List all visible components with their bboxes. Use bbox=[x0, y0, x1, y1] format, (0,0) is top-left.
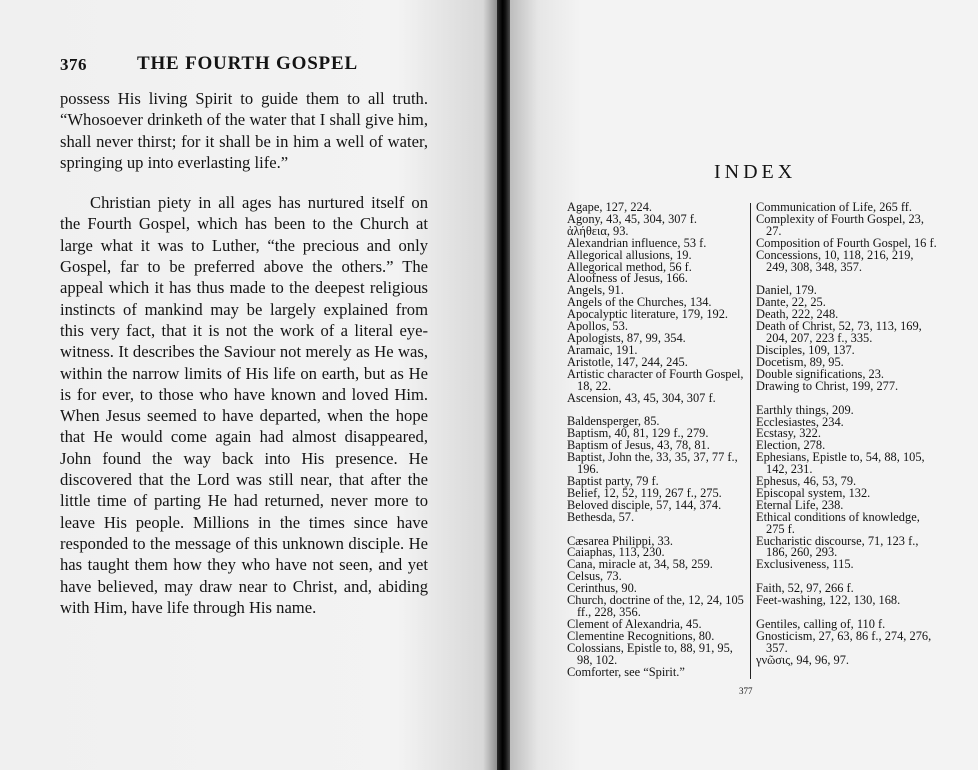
index-entry: Ascension, 43, 45, 304, 307 f. bbox=[567, 390, 716, 405]
body-text bbox=[60, 88, 428, 618]
index-entry: Church, doctrine of the, 12, 24, 105 ff., 228, 356. bbox=[567, 593, 744, 619]
index-entry: Baptism of Jesus, 43, 78, 81. bbox=[567, 438, 710, 453]
index-entry: Angels of the Churches, 134. bbox=[567, 295, 712, 310]
index-entry: Artistic character of Fourth Gospel, 18, 22. bbox=[567, 366, 744, 393]
index-entry: γνῶσις, 94, 96, 97. bbox=[756, 652, 850, 667]
index-entry: Aloofness of Jesus, 166. bbox=[567, 271, 688, 286]
index-entry: Cerinthus, 90. bbox=[567, 581, 637, 596]
index-entry: Bethesda, 57. bbox=[567, 509, 635, 524]
index-entry: Baptist, John the, 33, 35, 37, 77 f., 196. bbox=[567, 450, 738, 477]
index-entry: Docetism, 89, 95. bbox=[756, 354, 844, 369]
index-entry: Daniel, 179. bbox=[756, 283, 817, 298]
index-entry: Ephesus, 46, 53, 79. bbox=[756, 474, 857, 489]
page-number: 376 bbox=[60, 55, 87, 74]
index-entry: Clement of Alexandria, 45. bbox=[567, 616, 702, 631]
paragraph: Christian piety in all ages has nurtured itself on the Fourth Gospel, which has been to the Church at large what it was to Luther, “the precious and only Gospel, far to be preferred above the others.” The appeal which it has thus made to the deepest religious instincts of mankind may be largely explained from this very fact, that it is not the work of a literal eye-witness. It describes the Saviour not merely as He was, within the narrow limits of His life on earth, but as He is for ever, to those who have known and loved Him. When Jesus seemed to have departed, when the hope that He would come again had almost disappeared, John found the way back into His presence. He discovered that the Lord was still near, that after the little time of parting He had returned, never more to leave His people. Millions in the times since have responded to the message of this unknown disciple. He has taught them how they who have not seen, and yet have believed, may draw near to Christ, and, abiding with Him, have life through His name. bbox=[60, 193, 428, 617]
paragraph: possess His living Spirit to guide them to all truth. “Whosoever drinketh of the water that I shall give him, shall never thirst; for it shall be in him a well of water, springing up into everlasting life.” bbox=[60, 89, 428, 172]
index-entry: Belief, 12, 52, 119, 267 f., 275. bbox=[567, 485, 722, 500]
index-entry: Ethical conditions of knowledge, 275 f. bbox=[756, 509, 920, 536]
index-entry: Ecclesiastes, 234. bbox=[756, 414, 844, 429]
index-entry: Communication of Life, 265 ff. bbox=[756, 200, 913, 214]
index-entry: Death, 222, 248. bbox=[756, 307, 839, 322]
index-entry: Ecstasy, 322. bbox=[756, 426, 821, 441]
index-entry: Cæsarea Philippi, 33. bbox=[567, 533, 674, 548]
index-entry: Baptist party, 79 f. bbox=[567, 473, 659, 488]
index-entry: Baldensperger, 85. bbox=[567, 414, 660, 429]
index-entry: Angels, 91. bbox=[567, 283, 624, 298]
index-entry: Aramaic, 191. bbox=[567, 342, 638, 357]
index-entry: Double significations, 23. bbox=[756, 366, 885, 381]
index-entry: Exclusiveness, 115. bbox=[756, 557, 854, 572]
index-entry: Comforter, see “Spirit.” bbox=[567, 664, 685, 679]
index-entry: Celsus, 73. bbox=[567, 569, 622, 584]
index-entry: Feet-washing, 122, 130, 168. bbox=[756, 593, 901, 608]
index-entry: Colossians, Epistle to, 88, 91, 95, 98, 102. bbox=[567, 640, 733, 667]
index-entry: Beloved disciple, 57, 144, 374. bbox=[567, 497, 722, 512]
running-head: THE FOURTH GOSPEL bbox=[137, 53, 358, 74]
index-entry: Gnosticism, 27, 63, 86 f., 274, 276, 357. bbox=[756, 629, 932, 655]
index-entry: Clementine Recognitions, 80. bbox=[567, 628, 715, 643]
column-divider bbox=[750, 203, 751, 679]
index-title: INDEX bbox=[714, 161, 797, 183]
index-entry: Concessions, 10, 118, 216, 219, 249, 308, 348, 357. bbox=[756, 247, 914, 274]
index-entry: Ephesians, Epistle to, 54, 88, 105, 142, 231. bbox=[756, 450, 925, 477]
index-entry: Eucharistic discourse, 71, 123 f., 186, 260, 293. bbox=[756, 533, 919, 560]
index-entry: ἀλήθεια, 93. bbox=[567, 223, 629, 238]
index-entry: Caiaphas, 113, 230. bbox=[567, 545, 665, 560]
index-entry: Agony, 43, 45, 304, 307 f. bbox=[567, 211, 697, 226]
index-entry: Death of Christ, 52, 73, 113, 169, 204, 207, 223 f., 335. bbox=[756, 319, 922, 346]
index-entry: Apocalyptic literature, 179, 192. bbox=[567, 307, 729, 322]
index-column-right bbox=[756, 202, 938, 667]
index-column-left bbox=[567, 202, 745, 678]
index-entry: Cana, miracle at, 34, 58, 259. bbox=[567, 557, 713, 572]
index-entry: Faith, 52, 97, 266 f. bbox=[756, 581, 854, 596]
index-entry: Complexity of Fourth Gospel, 23, 27. bbox=[756, 211, 924, 238]
index-entry: Disciples, 109, 137. bbox=[756, 342, 855, 357]
index-entry: Aristotle, 147, 244, 245. bbox=[567, 354, 688, 369]
index-entry: Earthly things, 209. bbox=[756, 402, 854, 417]
index-entry: Eternal Life, 238. bbox=[756, 497, 844, 512]
index-entry: Composition of Fourth Gospel, 16 f. bbox=[756, 235, 937, 250]
index-entry: Drawing to Christ, 199, 277. bbox=[756, 378, 899, 393]
index-entry: Election, 278. bbox=[756, 438, 826, 453]
index-entry: Agape, 127, 224. bbox=[567, 200, 652, 214]
folio-number: 377 bbox=[739, 686, 753, 696]
index-entry: Episcopal system, 132. bbox=[756, 485, 871, 500]
book-spine bbox=[497, 0, 511, 770]
index-entry: Allegorical allusions, 19. bbox=[567, 247, 692, 262]
index-entry: Apollos, 53. bbox=[567, 319, 628, 334]
index-entry: Apologists, 87, 99, 354. bbox=[567, 330, 686, 345]
index-entry: Allegorical method, 56 f. bbox=[567, 259, 692, 274]
index-entry: Gentiles, calling of, 110 f. bbox=[756, 617, 886, 632]
index-entry: Baptism, 40, 81, 129 f., 279. bbox=[567, 426, 709, 441]
index-entry: Dante, 22, 25. bbox=[756, 295, 826, 310]
index-entry: Alexandrian influence, 53 f. bbox=[567, 235, 707, 250]
